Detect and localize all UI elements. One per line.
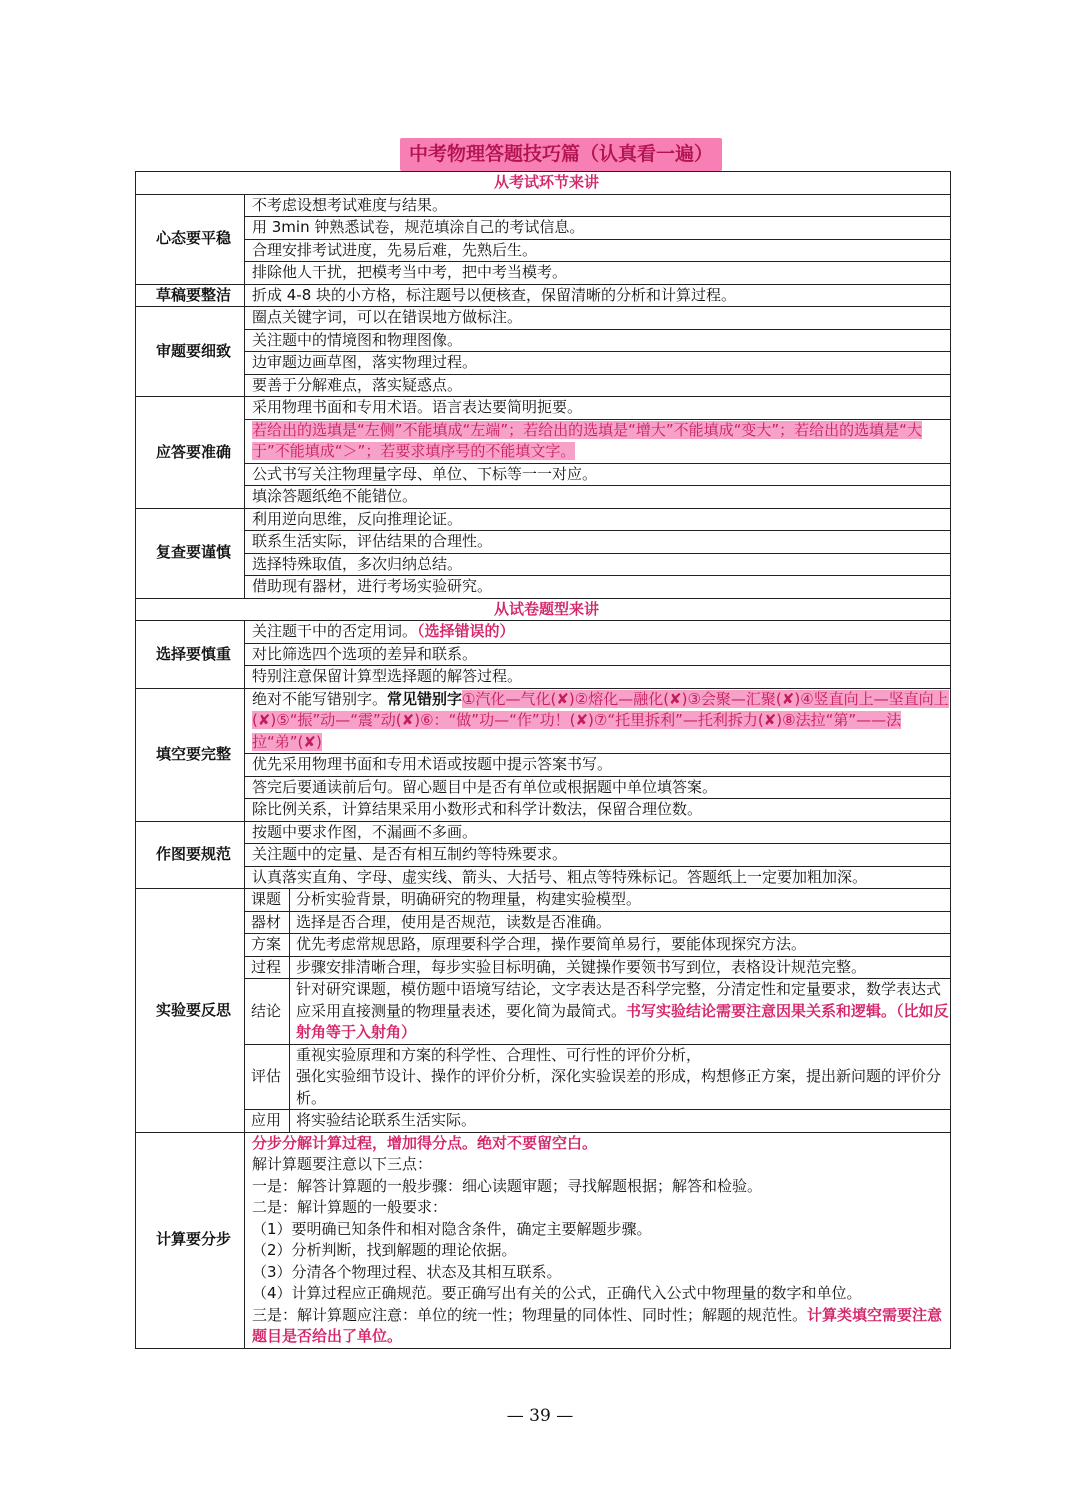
category-tiankong: 填空要完整 (136, 688, 245, 821)
list-item: 合理安排考试进度，先易后难，先熟后生。 (245, 239, 951, 262)
experiment-table (245, 889, 950, 1132)
exp-value: 选择是否合理，使用是否规范，读数是否准确。 (290, 911, 951, 934)
exp-value (290, 979, 951, 1045)
list-item: 公式书写关注物理量字母、单位、下标等一一对应。 (245, 463, 951, 486)
list-item: 除比例关系，计算结果采用小数形式和科学计数法，保留合理位数。 (245, 799, 951, 822)
item-text: 绝对不能写错别字。 (252, 689, 388, 708)
exp-value (290, 1044, 951, 1110)
exp-text: 强化实验细节设计、操作的评价分析，深化实验误差的形成，构想修正方案，提出新问题的评价分析。 (296, 1067, 942, 1107)
list-item: 关注题中的情境图和物理图像。 (245, 329, 951, 352)
exp-key: 评估 (245, 1044, 290, 1110)
list-item: 不考虑设想考试难度与结果。 (245, 194, 951, 217)
calc-cell (245, 1132, 951, 1348)
calc-line: （1）要明确已知条件和相对隐含条件，确定主要解题步骤。 (252, 1219, 652, 1238)
tips-table (135, 171, 951, 1349)
list-item: 选择特殊取值，多次归纳总结。 (245, 553, 951, 576)
category-shiyan: 实验要反思 (136, 889, 245, 1133)
exp-value: 优先考虑常规思路，原理要科学合理，操作要简单易行，要能体现探究方法。 (290, 934, 951, 957)
exp-key: 应用 (245, 1110, 290, 1132)
list-item: 要善于分解难点，落实疑惑点。 (245, 374, 951, 397)
section-heading-exam: 从考试环节来讲 (136, 172, 951, 195)
section-heading-paper: 从试卷题型来讲 (136, 598, 951, 621)
page-title: 中考物理答题技巧篇（认真看一遍） (400, 138, 722, 171)
highlight-text: 若给出的选填是“左侧”不能填成“左端”；若给出的选填是“增大”不能填成“变大”；若给出的选填是“大于”不能填成“＞”；若要求填序号的不能填文字。 (252, 420, 922, 460)
note-text: 计算类填空需要注意题目是否给出了单位。 (252, 1305, 943, 1345)
exp-text: 重视实验原理和方案的科学性、合理性、可行性的评价分析， (296, 1045, 702, 1064)
list-item: 答完后要通读前后句。留心题目中是否有单位或根据题中单位填答案。 (245, 776, 951, 799)
list-item (245, 688, 951, 754)
category-caogao: 草稿要整洁 (136, 284, 245, 307)
highlight-text: ①汽化—气化(✘)②熔化—融化(✘)③会聚—汇聚(✘)④竖直向上—坚直向上(✘)⑤“振”动—“震”动(✘)⑥：“做”功—“作”功！(✘)⑦“托里拆利”—托利拆力(✘)⑧法拉“第”——法拉“弟”(✘) (252, 689, 949, 751)
item-text: 关注题干中的否定用词。 (252, 622, 418, 640)
page-number: — 39 — (506, 1406, 574, 1426)
calc-line: 一是：解答计算题的一般步骤：细心读题审题；寻找解题根据；解答和检验。 (252, 1176, 763, 1195)
exp-value: 分析实验背景，明确研究的物理量，构建实验模型。 (290, 889, 951, 911)
list-item: 采用物理书面和专用术语。语言表达要简明扼要。 (245, 397, 951, 420)
category-xuanze: 选择要慎重 (136, 621, 245, 689)
experiment-cell (245, 889, 951, 1133)
exp-text: 针对研究课题，模仿题中语境写结论，文字表达是否科学完整，分清定性和定量要求，数学表达式应采用直接测量的物理量表述，要化简为最简式。 (296, 980, 942, 1020)
calc-line: （3）分清各个物理过程、状态及其相互联系。 (252, 1262, 562, 1281)
list-item: 对比筛选四个选项的差异和联系。 (245, 643, 951, 666)
bold-text: 常见错别字 (387, 689, 463, 708)
list-item: 填涂答题纸绝不能错位。 (245, 486, 951, 509)
category-shenti: 审题要细致 (136, 307, 245, 397)
exp-key: 器材 (245, 911, 290, 934)
category-fucha: 复查要谨慎 (136, 508, 245, 598)
calc-line: （2）分析判断，找到解题的理论依据。 (252, 1241, 517, 1259)
list-item: 优先采用物理书面和专用术语或按题中提示答案书写。 (245, 754, 951, 777)
list-item: 利用逆向思维，反向推理论证。 (245, 508, 951, 531)
exp-key: 过程 (245, 956, 290, 979)
list-item: 圈点关键字词，可以在错误地方做标注。 (245, 307, 951, 330)
list-item: 边审题边画草图，落实物理过程。 (245, 352, 951, 375)
list-item: 联系生活实际，评估结果的合理性。 (245, 531, 951, 554)
exp-key: 方案 (245, 934, 290, 957)
list-item (245, 621, 951, 644)
list-item: 认真落实直角、字母、虚实线、箭头、大括号、粗点等特殊标记。答题纸上一定要加粗加深。 (245, 866, 951, 889)
list-item: 排除他人干扰，把模考当中考，把中考当模考。 (245, 262, 951, 285)
list-item: 按题中要求作图，不漏画不多画。 (245, 821, 951, 844)
exp-value: 步骤安排清晰合理，每步实验目标明确，关键操作要领书写到位，表格设计规范完整。 (290, 956, 951, 979)
exp-key: 课题 (245, 889, 290, 911)
category-xintai: 心态要平稳 (136, 194, 245, 284)
exp-value: 将实验结论联系生活实际。 (296, 1111, 477, 1129)
exp-key: 结论 (245, 979, 290, 1045)
calc-line: 解计算题要注意以下三点： (252, 1155, 433, 1173)
calc-line: 二是：解计算题的一般要求： (252, 1198, 448, 1216)
category-zuotu: 作图要规范 (136, 821, 245, 889)
category-jisuan: 计算要分步 (136, 1132, 245, 1348)
note-text: 书写实验结论需要注意因果关系和逻辑。（比如反射角等于入射角） (296, 1001, 949, 1041)
calc-line: （4）计算过程应正确规范。要正确写出有关的公式，正确代入公式中物理量的数字和单位。 (252, 1284, 862, 1302)
list-item: 借助现有器材，进行考场实验研究。 (245, 576, 951, 599)
list-item: 特别注意保留计算型选择题的解答过程。 (245, 666, 951, 689)
list-item: 折成 4-8 块的小方格，标注题号以便核查，保留清晰的分析和计算过程。 (245, 284, 951, 307)
list-item: 关注题中的定量、是否有相互制约等特殊要求。 (245, 844, 951, 867)
list-item: 用 3min 钟熟悉试卷，规范填涂自己的考试信息。 (245, 217, 951, 240)
list-item-highlight (245, 419, 951, 463)
calc-line (252, 1305, 950, 1348)
calc-line: 分步分解计算过程，增加得分点。绝对不要留空白。 (252, 1133, 598, 1152)
note-text: （选择错误的） (417, 622, 515, 640)
category-yingda: 应答要准确 (136, 397, 245, 509)
calc-text: 三是：解计算题应注意：单位的统一性；物理量的同体性、同时性；解题的规范性。 (252, 1305, 808, 1324)
